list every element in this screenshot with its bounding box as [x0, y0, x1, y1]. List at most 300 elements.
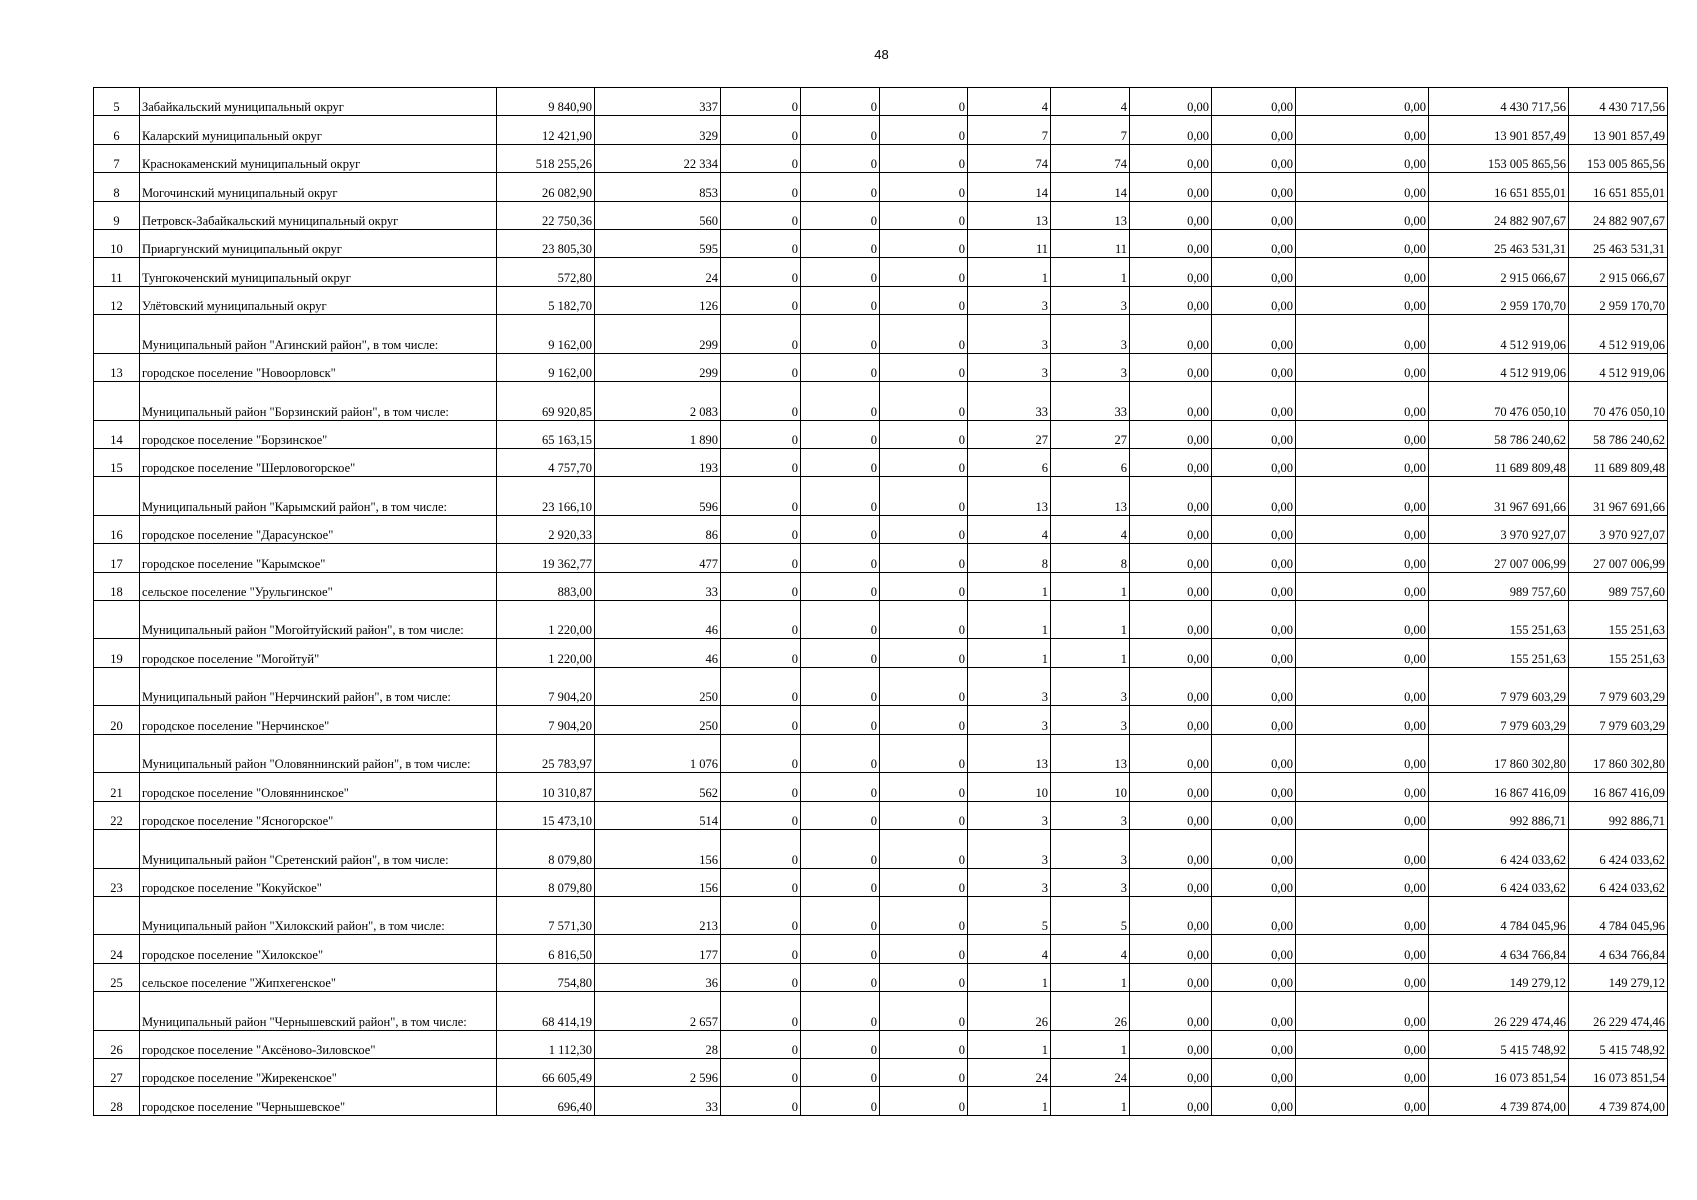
value-cell-col-4: 156: [595, 868, 721, 896]
municipality-name-cell: городское поселение "Оловяннинское": [140, 773, 497, 801]
value-cell-col-4: 2 657: [595, 992, 721, 1031]
value-cell-col-9: 1: [1051, 572, 1130, 600]
value-cell-col-12: 0,00: [1296, 544, 1429, 572]
table-row: [94, 88, 1668, 116]
value-cell-col-7: 0: [880, 420, 968, 448]
value-cell-col-14: 992 886,71: [1569, 801, 1668, 829]
value-cell-col-6: 0: [801, 315, 880, 354]
value-cell-col-12: 0,00: [1296, 144, 1429, 172]
value-cell-col-9: 1: [1051, 1030, 1130, 1058]
value-cell-col-8: 1: [968, 1087, 1051, 1115]
value-cell-col-12: 0,00: [1296, 572, 1429, 600]
value-cell-col-10: 0,00: [1130, 639, 1212, 667]
value-cell-col-5: 0: [721, 801, 801, 829]
value-cell-col-4: 2 596: [595, 1059, 721, 1087]
value-cell-col-7: 0: [880, 201, 968, 229]
table-row: [94, 229, 1668, 257]
value-cell-col-3: 22 750,36: [497, 201, 595, 229]
value-cell-col-13: 24 882 907,67: [1429, 201, 1569, 229]
row-number-cell: 23: [94, 868, 140, 896]
value-cell-col-7: 0: [880, 544, 968, 572]
value-cell-col-3: 26 082,90: [497, 173, 595, 201]
value-cell-col-10: 0,00: [1130, 258, 1212, 286]
value-cell-col-8: 27: [968, 420, 1051, 448]
value-cell-col-8: 24: [968, 1059, 1051, 1087]
value-cell-col-4: 853: [595, 173, 721, 201]
value-cell-col-9: 3: [1051, 801, 1130, 829]
value-cell-col-6: 0: [801, 935, 880, 963]
value-cell-col-12: 0,00: [1296, 353, 1429, 381]
municipality-name-cell: Муниципальный район "Оловяннинский район", в том числе:: [140, 734, 497, 773]
value-cell-col-12: 0,00: [1296, 801, 1429, 829]
value-cell-col-4: 562: [595, 773, 721, 801]
value-cell-col-6: 0: [801, 116, 880, 144]
value-cell-col-6: 0: [801, 229, 880, 257]
value-cell-col-12: 0,00: [1296, 286, 1429, 314]
value-cell-col-4: 213: [595, 896, 721, 935]
value-cell-col-3: 9 840,90: [497, 88, 595, 116]
table-row: [94, 600, 1668, 639]
value-cell-col-11: 0,00: [1212, 935, 1296, 963]
value-cell-col-8: 7: [968, 116, 1051, 144]
value-cell-col-3: 5 182,70: [497, 286, 595, 314]
value-cell-col-9: 3: [1051, 830, 1130, 869]
value-cell-col-14: 989 757,60: [1569, 572, 1668, 600]
value-cell-col-4: 28: [595, 1030, 721, 1058]
value-cell-col-12: 0,00: [1296, 706, 1429, 734]
value-cell-col-5: 0: [721, 773, 801, 801]
value-cell-col-11: 0,00: [1212, 515, 1296, 543]
value-cell-col-8: 3: [968, 667, 1051, 706]
value-cell-col-8: 3: [968, 868, 1051, 896]
table-row: [94, 315, 1668, 354]
value-cell-col-14: 155 251,63: [1569, 600, 1668, 639]
value-cell-col-14: 70 476 050,10: [1569, 382, 1668, 421]
value-cell-col-8: 3: [968, 801, 1051, 829]
value-cell-col-14: 4 739 874,00: [1569, 1087, 1668, 1115]
value-cell-col-6: 0: [801, 1059, 880, 1087]
value-cell-col-11: 0,00: [1212, 773, 1296, 801]
table-row: [94, 144, 1668, 172]
municipality-name-cell: городское поселение "Ясногорское": [140, 801, 497, 829]
value-cell-col-11: 0,00: [1212, 667, 1296, 706]
value-cell-col-10: 0,00: [1130, 229, 1212, 257]
value-cell-col-8: 13: [968, 477, 1051, 516]
value-cell-col-5: 0: [721, 667, 801, 706]
value-cell-col-10: 0,00: [1130, 448, 1212, 476]
value-cell-col-7: 0: [880, 868, 968, 896]
value-cell-col-12: 0,00: [1296, 639, 1429, 667]
municipality-name-cell: Каларский муниципальный округ: [140, 116, 497, 144]
value-cell-col-13: 7 979 603,29: [1429, 706, 1569, 734]
value-cell-col-11: 0,00: [1212, 229, 1296, 257]
value-cell-col-3: 66 605,49: [497, 1059, 595, 1087]
value-cell-col-14: 16 651 855,01: [1569, 173, 1668, 201]
value-cell-col-8: 3: [968, 353, 1051, 381]
value-cell-col-6: 0: [801, 896, 880, 935]
table-body: [94, 88, 1668, 1116]
table-row: [94, 773, 1668, 801]
value-cell-col-11: 0,00: [1212, 1087, 1296, 1115]
table-row: [94, 706, 1668, 734]
row-number-cell: [94, 667, 140, 706]
value-cell-col-11: 0,00: [1212, 544, 1296, 572]
value-cell-col-11: 0,00: [1212, 116, 1296, 144]
value-cell-col-8: 26: [968, 992, 1051, 1031]
value-cell-col-6: 0: [801, 1030, 880, 1058]
value-cell-col-6: 0: [801, 173, 880, 201]
municipality-name-cell: городское поселение "Нерчинское": [140, 706, 497, 734]
value-cell-col-4: 156: [595, 830, 721, 869]
value-cell-col-13: 11 689 809,48: [1429, 448, 1569, 476]
value-cell-col-12: 0,00: [1296, 868, 1429, 896]
value-cell-col-13: 3 970 927,07: [1429, 515, 1569, 543]
value-cell-col-13: 6 424 033,62: [1429, 830, 1569, 869]
value-cell-col-5: 0: [721, 448, 801, 476]
value-cell-col-3: 25 783,97: [497, 734, 595, 773]
value-cell-col-11: 0,00: [1212, 868, 1296, 896]
value-cell-col-4: 177: [595, 935, 721, 963]
value-cell-col-5: 0: [721, 734, 801, 773]
value-cell-col-4: 595: [595, 229, 721, 257]
value-cell-col-5: 0: [721, 1030, 801, 1058]
value-cell-col-8: 13: [968, 201, 1051, 229]
value-cell-col-9: 14: [1051, 173, 1130, 201]
value-cell-col-14: 6 424 033,62: [1569, 868, 1668, 896]
municipality-name-cell: Муниципальный район "Сретенский район", в том числе:: [140, 830, 497, 869]
value-cell-col-7: 0: [880, 1059, 968, 1087]
row-number-cell: 21: [94, 773, 140, 801]
value-cell-col-9: 7: [1051, 116, 1130, 144]
value-cell-col-10: 0,00: [1130, 734, 1212, 773]
row-number-cell: 19: [94, 639, 140, 667]
value-cell-col-13: 7 979 603,29: [1429, 667, 1569, 706]
value-cell-col-12: 0,00: [1296, 830, 1429, 869]
value-cell-col-3: 65 163,15: [497, 420, 595, 448]
value-cell-col-13: 4 634 766,84: [1429, 935, 1569, 963]
value-cell-col-8: 13: [968, 734, 1051, 773]
value-cell-col-4: 299: [595, 353, 721, 381]
value-cell-col-9: 3: [1051, 868, 1130, 896]
value-cell-col-7: 0: [880, 448, 968, 476]
value-cell-col-14: 4 512 919,06: [1569, 353, 1668, 381]
value-cell-col-7: 0: [880, 639, 968, 667]
value-cell-col-10: 0,00: [1130, 600, 1212, 639]
value-cell-col-8: 10: [968, 773, 1051, 801]
value-cell-col-8: 11: [968, 229, 1051, 257]
value-cell-col-12: 0,00: [1296, 448, 1429, 476]
value-cell-col-7: 0: [880, 315, 968, 354]
value-cell-col-10: 0,00: [1130, 544, 1212, 572]
value-cell-col-7: 0: [880, 734, 968, 773]
value-cell-col-13: 153 005 865,56: [1429, 144, 1569, 172]
value-cell-col-14: 4 784 045,96: [1569, 896, 1668, 935]
value-cell-col-11: 0,00: [1212, 382, 1296, 421]
table-row: [94, 830, 1668, 869]
row-number-cell: [94, 830, 140, 869]
municipality-name-cell: городское поселение "Шерловогорское": [140, 448, 497, 476]
value-cell-col-9: 4: [1051, 515, 1130, 543]
value-cell-col-13: 31 967 691,66: [1429, 477, 1569, 516]
value-cell-col-12: 0,00: [1296, 773, 1429, 801]
value-cell-col-9: 11: [1051, 229, 1130, 257]
value-cell-col-5: 0: [721, 144, 801, 172]
municipality-name-cell: Муниципальный район "Агинский район", в том числе:: [140, 315, 497, 354]
value-cell-col-5: 0: [721, 935, 801, 963]
value-cell-col-11: 0,00: [1212, 286, 1296, 314]
value-cell-col-6: 0: [801, 773, 880, 801]
value-cell-col-12: 0,00: [1296, 963, 1429, 991]
municipality-name-cell: Муниципальный район "Карымский район", в том числе:: [140, 477, 497, 516]
value-cell-col-14: 58 786 240,62: [1569, 420, 1668, 448]
value-cell-col-9: 27: [1051, 420, 1130, 448]
value-cell-col-7: 0: [880, 116, 968, 144]
value-cell-col-10: 0,00: [1130, 144, 1212, 172]
value-cell-col-13: 5 415 748,92: [1429, 1030, 1569, 1058]
value-cell-col-11: 0,00: [1212, 706, 1296, 734]
value-cell-col-10: 0,00: [1130, 667, 1212, 706]
value-cell-col-8: 33: [968, 382, 1051, 421]
value-cell-col-9: 74: [1051, 144, 1130, 172]
row-number-cell: 16: [94, 515, 140, 543]
value-cell-col-6: 0: [801, 830, 880, 869]
value-cell-col-3: 4 757,70: [497, 448, 595, 476]
row-number-cell: 24: [94, 935, 140, 963]
value-cell-col-11: 0,00: [1212, 201, 1296, 229]
value-cell-col-6: 0: [801, 667, 880, 706]
value-cell-col-3: 8 079,80: [497, 868, 595, 896]
value-cell-col-7: 0: [880, 773, 968, 801]
value-cell-col-13: 70 476 050,10: [1429, 382, 1569, 421]
value-cell-col-6: 0: [801, 258, 880, 286]
value-cell-col-10: 0,00: [1130, 315, 1212, 354]
value-cell-col-4: 126: [595, 286, 721, 314]
value-cell-col-10: 0,00: [1130, 935, 1212, 963]
value-cell-col-11: 0,00: [1212, 734, 1296, 773]
value-cell-col-13: 4 784 045,96: [1429, 896, 1569, 935]
value-cell-col-3: 1 220,00: [497, 600, 595, 639]
value-cell-col-4: 560: [595, 201, 721, 229]
value-cell-col-12: 0,00: [1296, 896, 1429, 935]
value-cell-col-6: 0: [801, 515, 880, 543]
value-cell-col-3: 15 473,10: [497, 801, 595, 829]
value-cell-col-8: 1: [968, 258, 1051, 286]
row-number-cell: [94, 734, 140, 773]
value-cell-col-10: 0,00: [1130, 868, 1212, 896]
value-cell-col-9: 4: [1051, 88, 1130, 116]
value-cell-col-7: 0: [880, 353, 968, 381]
value-cell-col-5: 0: [721, 88, 801, 116]
value-cell-col-3: 7 904,20: [497, 706, 595, 734]
row-number-cell: 25: [94, 963, 140, 991]
value-cell-col-14: 153 005 865,56: [1569, 144, 1668, 172]
value-cell-col-11: 0,00: [1212, 258, 1296, 286]
value-cell-col-4: 250: [595, 667, 721, 706]
value-cell-col-8: 14: [968, 173, 1051, 201]
row-number-cell: 18: [94, 572, 140, 600]
value-cell-col-8: 1: [968, 963, 1051, 991]
value-cell-col-11: 0,00: [1212, 1030, 1296, 1058]
row-number-cell: 22: [94, 801, 140, 829]
value-cell-col-4: 46: [595, 639, 721, 667]
value-cell-col-6: 0: [801, 382, 880, 421]
value-cell-col-11: 0,00: [1212, 144, 1296, 172]
row-number-cell: [94, 477, 140, 516]
value-cell-col-13: 155 251,63: [1429, 600, 1569, 639]
value-cell-col-13: 25 463 531,31: [1429, 229, 1569, 257]
row-number-cell: 10: [94, 229, 140, 257]
value-cell-col-3: 7 904,20: [497, 667, 595, 706]
value-cell-col-10: 0,00: [1130, 963, 1212, 991]
municipality-name-cell: Муниципальный район "Борзинский район", в том числе:: [140, 382, 497, 421]
value-cell-col-9: 1: [1051, 600, 1130, 639]
value-cell-col-11: 0,00: [1212, 992, 1296, 1031]
value-cell-col-4: 299: [595, 315, 721, 354]
row-number-cell: [94, 382, 140, 421]
value-cell-col-7: 0: [880, 935, 968, 963]
municipality-name-cell: городское поселение "Жирекенское": [140, 1059, 497, 1087]
value-cell-col-5: 0: [721, 286, 801, 314]
value-cell-col-14: 7 979 603,29: [1569, 706, 1668, 734]
value-cell-col-12: 0,00: [1296, 667, 1429, 706]
value-cell-col-11: 0,00: [1212, 477, 1296, 516]
municipality-name-cell: сельское поселение "Урульгинское": [140, 572, 497, 600]
value-cell-col-3: 1 112,30: [497, 1030, 595, 1058]
value-cell-col-6: 0: [801, 992, 880, 1031]
table-row: [94, 1030, 1668, 1058]
value-cell-col-14: 17 860 302,80: [1569, 734, 1668, 773]
value-cell-col-3: 9 162,00: [497, 353, 595, 381]
value-cell-col-12: 0,00: [1296, 992, 1429, 1031]
value-cell-col-14: 155 251,63: [1569, 639, 1668, 667]
value-cell-col-9: 3: [1051, 353, 1130, 381]
value-cell-col-7: 0: [880, 706, 968, 734]
value-cell-col-6: 0: [801, 477, 880, 516]
row-number-cell: 5: [94, 88, 140, 116]
row-number-cell: 20: [94, 706, 140, 734]
value-cell-col-5: 0: [721, 173, 801, 201]
value-cell-col-10: 0,00: [1130, 706, 1212, 734]
value-cell-col-13: 989 757,60: [1429, 572, 1569, 600]
table-row: [94, 173, 1668, 201]
value-cell-col-10: 0,00: [1130, 1059, 1212, 1087]
value-cell-col-7: 0: [880, 600, 968, 639]
value-cell-col-4: 86: [595, 515, 721, 543]
value-cell-col-13: 155 251,63: [1429, 639, 1569, 667]
value-cell-col-7: 0: [880, 286, 968, 314]
value-cell-col-12: 0,00: [1296, 258, 1429, 286]
value-cell-col-10: 0,00: [1130, 286, 1212, 314]
value-cell-col-13: 149 279,12: [1429, 963, 1569, 991]
value-cell-col-3: 7 571,30: [497, 896, 595, 935]
value-cell-col-12: 0,00: [1296, 201, 1429, 229]
value-cell-col-10: 0,00: [1130, 420, 1212, 448]
value-cell-col-10: 0,00: [1130, 201, 1212, 229]
row-number-cell: [94, 896, 140, 935]
value-cell-col-9: 26: [1051, 992, 1130, 1031]
value-cell-col-7: 0: [880, 572, 968, 600]
municipality-name-cell: городское поселение "Аксёново-Зиловское": [140, 1030, 497, 1058]
value-cell-col-6: 0: [801, 144, 880, 172]
row-number-cell: 9: [94, 201, 140, 229]
value-cell-col-6: 0: [801, 706, 880, 734]
value-cell-col-9: 1: [1051, 963, 1130, 991]
value-cell-col-9: 3: [1051, 315, 1130, 354]
table-row: [94, 201, 1668, 229]
table-row: [94, 963, 1668, 991]
value-cell-col-11: 0,00: [1212, 353, 1296, 381]
value-cell-col-7: 0: [880, 229, 968, 257]
row-number-cell: 8: [94, 173, 140, 201]
value-cell-col-13: 13 901 857,49: [1429, 116, 1569, 144]
value-cell-col-7: 0: [880, 830, 968, 869]
row-number-cell: 15: [94, 448, 140, 476]
value-cell-col-3: 23 805,30: [497, 229, 595, 257]
table-row: [94, 286, 1668, 314]
value-cell-col-14: 24 882 907,67: [1569, 201, 1668, 229]
value-cell-col-8: 3: [968, 286, 1051, 314]
value-cell-col-13: 16 073 851,54: [1429, 1059, 1569, 1087]
value-cell-col-6: 0: [801, 201, 880, 229]
value-cell-col-9: 24: [1051, 1059, 1130, 1087]
row-number-cell: 12: [94, 286, 140, 314]
value-cell-col-13: 27 007 006,99: [1429, 544, 1569, 572]
value-cell-col-12: 0,00: [1296, 1030, 1429, 1058]
value-cell-col-6: 0: [801, 353, 880, 381]
value-cell-col-14: 4 430 717,56: [1569, 88, 1668, 116]
value-cell-col-5: 0: [721, 706, 801, 734]
value-cell-col-13: 2 915 066,67: [1429, 258, 1569, 286]
municipality-name-cell: Улётовский муниципальный округ: [140, 286, 497, 314]
value-cell-col-11: 0,00: [1212, 420, 1296, 448]
row-number-cell: [94, 600, 140, 639]
value-cell-col-3: 23 166,10: [497, 477, 595, 516]
value-cell-col-10: 0,00: [1130, 896, 1212, 935]
value-cell-col-9: 13: [1051, 734, 1130, 773]
value-cell-col-7: 0: [880, 992, 968, 1031]
municipality-name-cell: Приаргунский муниципальный округ: [140, 229, 497, 257]
value-cell-col-11: 0,00: [1212, 896, 1296, 935]
value-cell-col-14: 6 424 033,62: [1569, 830, 1668, 869]
value-cell-col-9: 8: [1051, 544, 1130, 572]
value-cell-col-3: 2 920,33: [497, 515, 595, 543]
data-table: [93, 87, 1668, 1116]
value-cell-col-3: 8 079,80: [497, 830, 595, 869]
value-cell-col-4: 1 076: [595, 734, 721, 773]
value-cell-col-12: 0,00: [1296, 88, 1429, 116]
value-cell-col-3: 9 162,00: [497, 315, 595, 354]
row-number-cell: 6: [94, 116, 140, 144]
value-cell-col-14: 2 959 170,70: [1569, 286, 1668, 314]
value-cell-col-4: 1 890: [595, 420, 721, 448]
municipality-name-cell: городское поселение "Чернышевское": [140, 1087, 497, 1115]
value-cell-col-10: 0,00: [1130, 353, 1212, 381]
value-cell-col-8: 1: [968, 639, 1051, 667]
table-row: [94, 572, 1668, 600]
value-cell-col-8: 3: [968, 830, 1051, 869]
table-row: [94, 116, 1668, 144]
municipality-name-cell: Муниципальный район "Могойтуйский район", в том числе:: [140, 600, 497, 639]
value-cell-col-6: 0: [801, 639, 880, 667]
value-cell-col-3: 68 414,19: [497, 992, 595, 1031]
value-cell-col-5: 0: [721, 258, 801, 286]
value-cell-col-14: 31 967 691,66: [1569, 477, 1668, 516]
municipality-name-cell: городское поселение "Могойтуй": [140, 639, 497, 667]
value-cell-col-10: 0,00: [1130, 515, 1212, 543]
value-cell-col-8: 1: [968, 1030, 1051, 1058]
value-cell-col-14: 5 415 748,92: [1569, 1030, 1668, 1058]
value-cell-col-9: 1: [1051, 639, 1130, 667]
